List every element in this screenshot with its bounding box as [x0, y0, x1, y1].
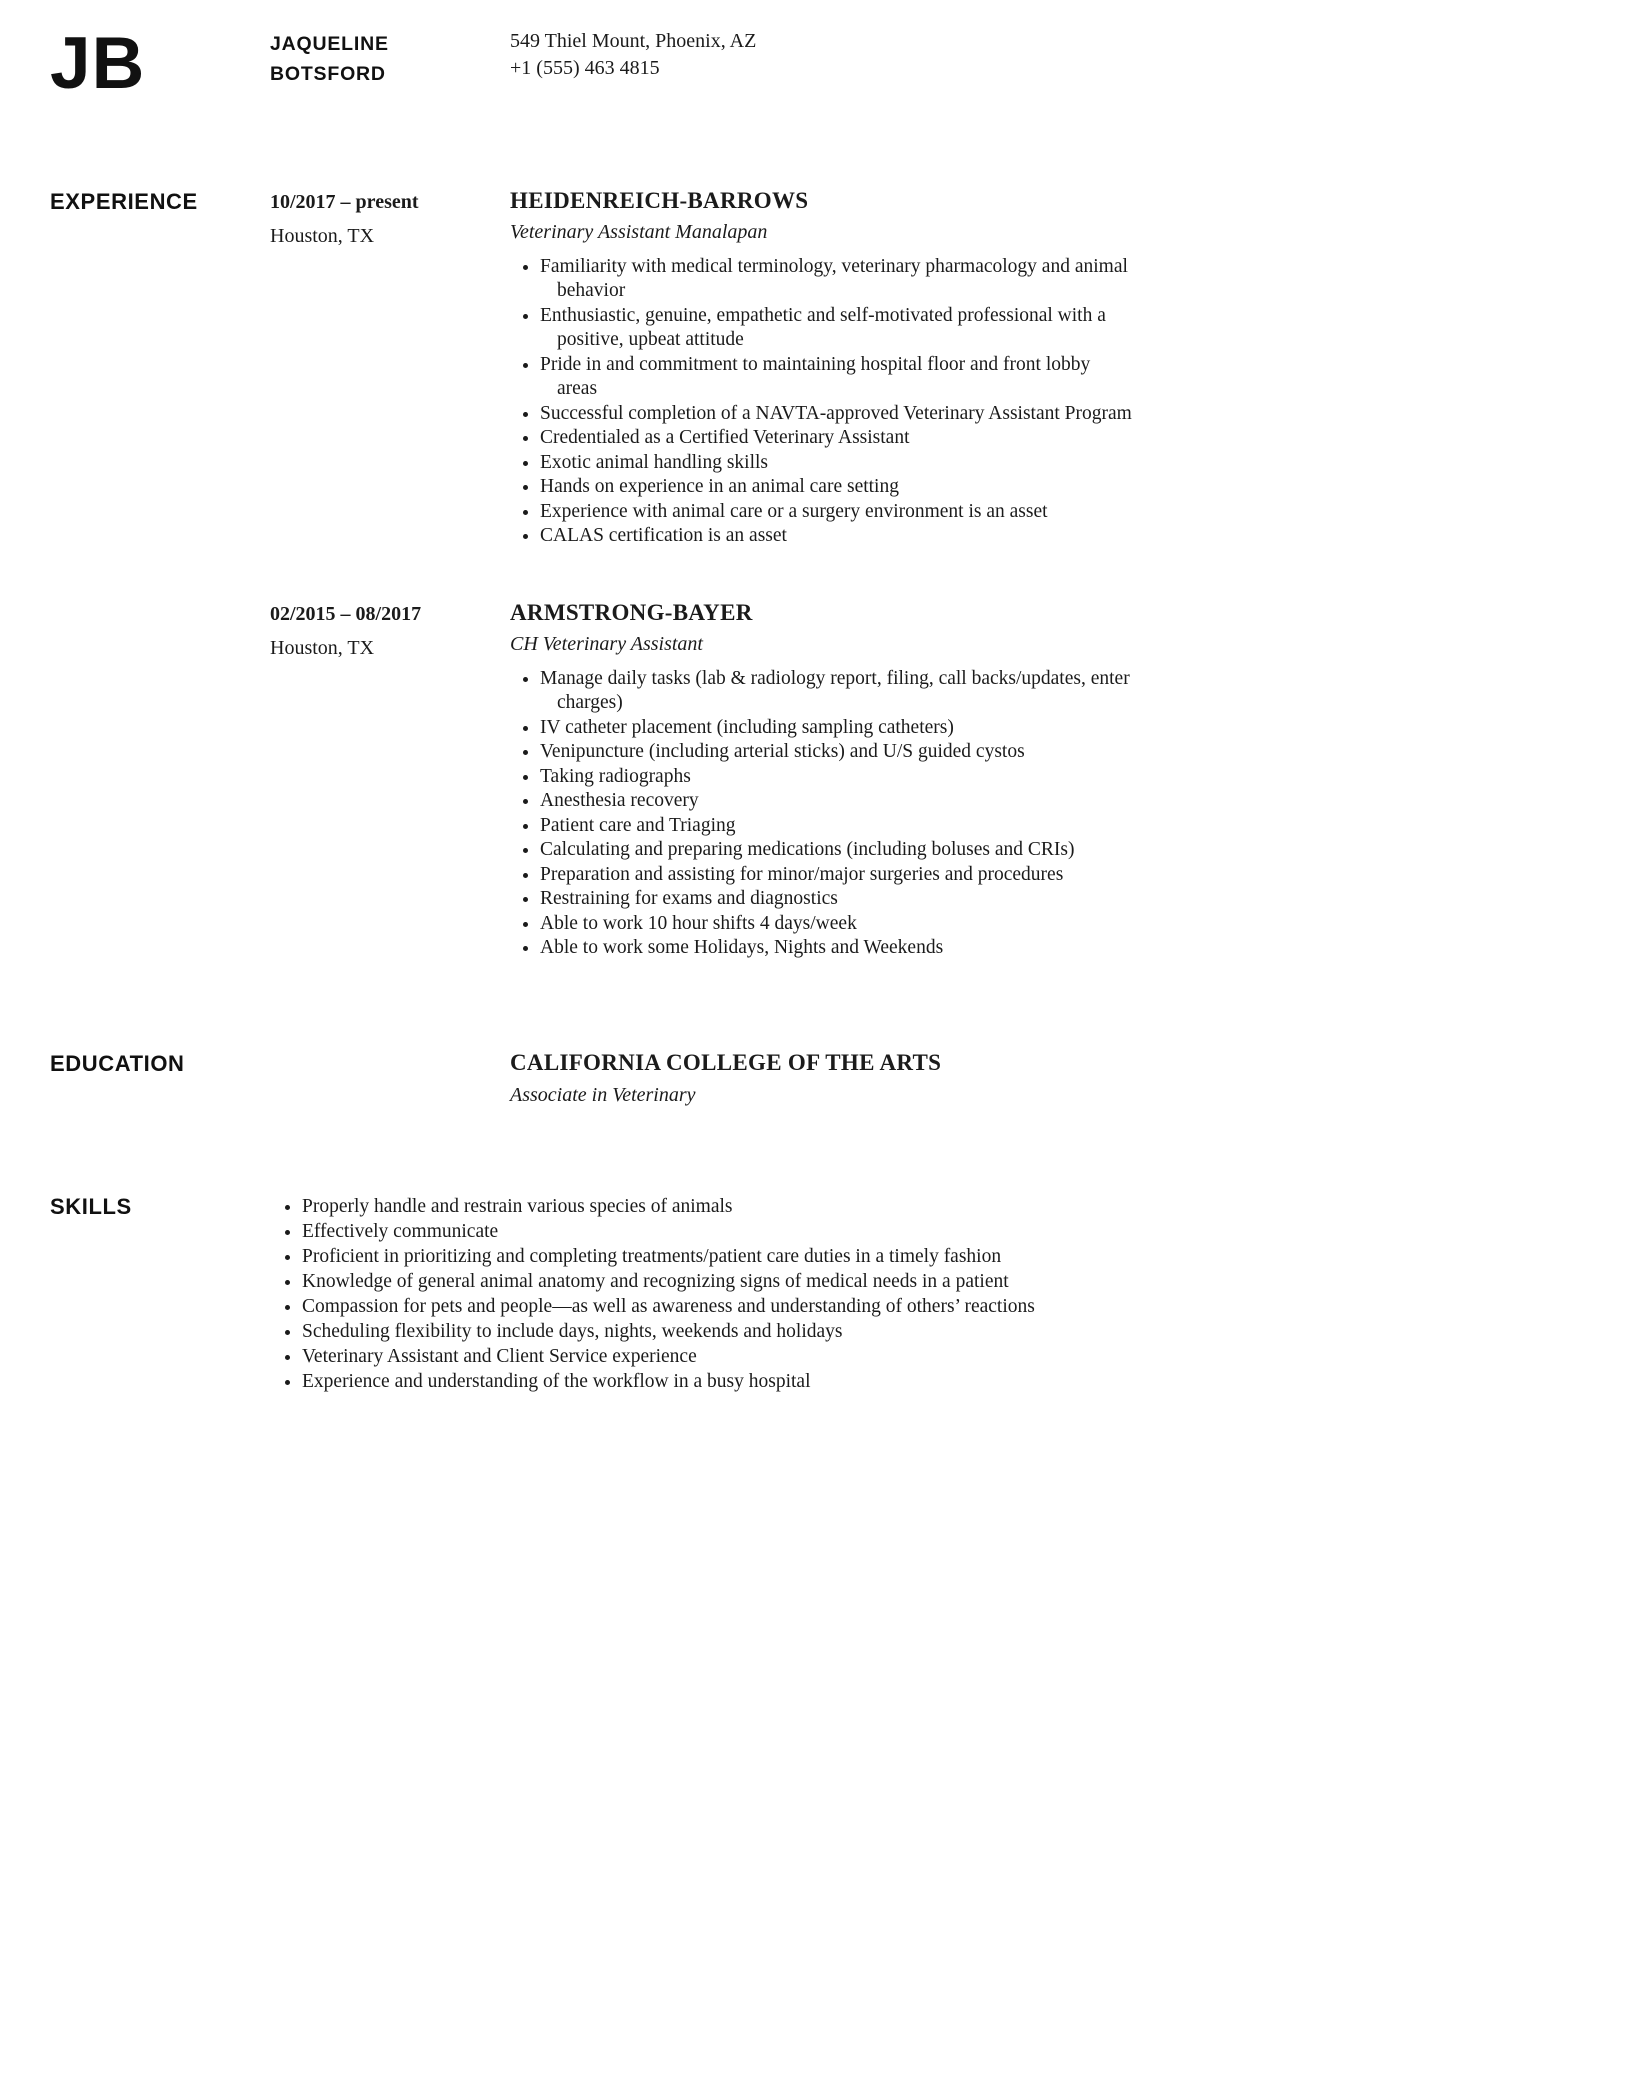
- job-2-content: [510, 599, 1135, 961]
- job-1-meta: [270, 187, 510, 249]
- bullet-item: • Able to work 10 hour shifts 4 days/week: [540, 912, 1135, 937]
- experience-section-label: EXPERIENCE: [50, 188, 198, 214]
- resume-header: [50, 23, 1632, 104]
- bullet-item: • Calculating and preparing medications (including boluses and CRIs): [540, 838, 1135, 863]
- education-section: [50, 1049, 1632, 1108]
- skill-item: • Effectively communicate: [302, 1219, 1135, 1244]
- skills-section: [50, 1192, 1632, 1394]
- skills-list: [270, 1194, 1135, 1394]
- job-2-bullet-list: [510, 667, 1135, 961]
- person-name: [270, 26, 510, 89]
- school-name: CALIFORNIA COLLEGE OF THE ARTS: [510, 1049, 942, 1075]
- education-content: [510, 1049, 1135, 1108]
- monogram: JB: [50, 23, 146, 104]
- bullet-item: • CALAS certification is an asset: [540, 524, 1135, 549]
- bullet-item: • Manage daily tasks (lab & radiology report, filing, call backs/updates, enter charges): [540, 667, 1135, 716]
- job-1-location: Houston, TX: [270, 224, 375, 247]
- address-line: 549 Thiel Mount, Phoenix, AZ: [510, 30, 757, 52]
- job-1-company: HEIDENREICH-BARROWS: [510, 187, 809, 213]
- bullet-item: • Venipuncture (including arterial sticks) and U/S guided cystos: [540, 740, 1135, 765]
- experience-job-1: [50, 187, 1632, 549]
- degree-name: Associate in Veterinary: [510, 1083, 696, 1106]
- education-section-label: EDUCATION: [50, 1050, 185, 1076]
- skill-item: • Proficient in prioritizing and completing treatments/patient care duties in a timely fashion: [302, 1244, 1135, 1269]
- first-name: JAQUELINE: [270, 33, 389, 55]
- job-2-title: CH Veterinary Assistant: [510, 632, 703, 655]
- skill-item: • Knowledge of general animal anatomy and recognizing signs of medical needs in a patient: [302, 1269, 1135, 1294]
- job-2-dates: 02/2015 – 08/2017: [270, 602, 422, 625]
- bullet-item: • Familiarity with medical terminology, veterinary pharmacology and animal behavior: [540, 255, 1135, 304]
- job-2-meta: [270, 599, 510, 661]
- job-1-dates: 10/2017 – present: [270, 190, 419, 213]
- job-2-company: ARMSTRONG-BAYER: [510, 599, 753, 625]
- bullet-item: • Patient care and Triaging: [540, 814, 1135, 839]
- bullet-item: • Taking radiographs: [540, 765, 1135, 790]
- bullet-item: • Restraining for exams and diagnostics: [540, 887, 1135, 912]
- bullet-item: • Anesthesia recovery: [540, 789, 1135, 814]
- job-1-title: Veterinary Assistant Manalapan: [510, 220, 768, 243]
- bullet-item: • Credentialed as a Certified Veterinary Assistant: [540, 426, 1135, 451]
- job-1-content: [510, 187, 1135, 549]
- experience-job-2: [50, 599, 1632, 961]
- skill-item: • Properly handle and restrain various species of animals: [302, 1194, 1135, 1219]
- job-2-location: Houston, TX: [270, 636, 375, 659]
- contact-info: [510, 26, 1135, 82]
- skills-section-label: SKILLS: [50, 1193, 132, 1219]
- bullet-item: • Experience with animal care or a surgery environment is an asset: [540, 500, 1135, 525]
- bullet-item: • Hands on experience in an animal care setting: [540, 475, 1135, 500]
- skill-item: • Experience and understanding of the workflow in a busy hospital: [302, 1369, 1135, 1394]
- bullet-item: • IV catheter placement (including sampling catheters): [540, 716, 1135, 741]
- bullet-item: • Successful completion of a NAVTA-approved Veterinary Assistant Program: [540, 402, 1135, 427]
- bullet-item: • Preparation and assisting for minor/major surgeries and procedures: [540, 863, 1135, 888]
- last-name: BOTSFORD: [270, 63, 386, 85]
- phone-line: +1 (555) 463 4815: [510, 57, 660, 79]
- skill-item: • Compassion for pets and people—as well as awareness and understanding of others’ reactions: [302, 1294, 1135, 1319]
- skill-item: • Veterinary Assistant and Client Service experience: [302, 1344, 1135, 1369]
- bullet-item: • Enthusiastic, genuine, empathetic and self-motivated professional with a positive, upbeat attitude: [540, 304, 1135, 353]
- bullet-item: • Exotic animal handling skills: [540, 451, 1135, 476]
- job-1-bullet-list: [510, 255, 1135, 549]
- skill-item: • Scheduling flexibility to include days, nights, weekends and holidays: [302, 1319, 1135, 1344]
- bullet-item: • Pride in and commitment to maintaining hospital floor and front lobby areas: [540, 353, 1135, 402]
- bullet-item: • Able to work some Holidays, Nights and Weekends: [540, 936, 1135, 961]
